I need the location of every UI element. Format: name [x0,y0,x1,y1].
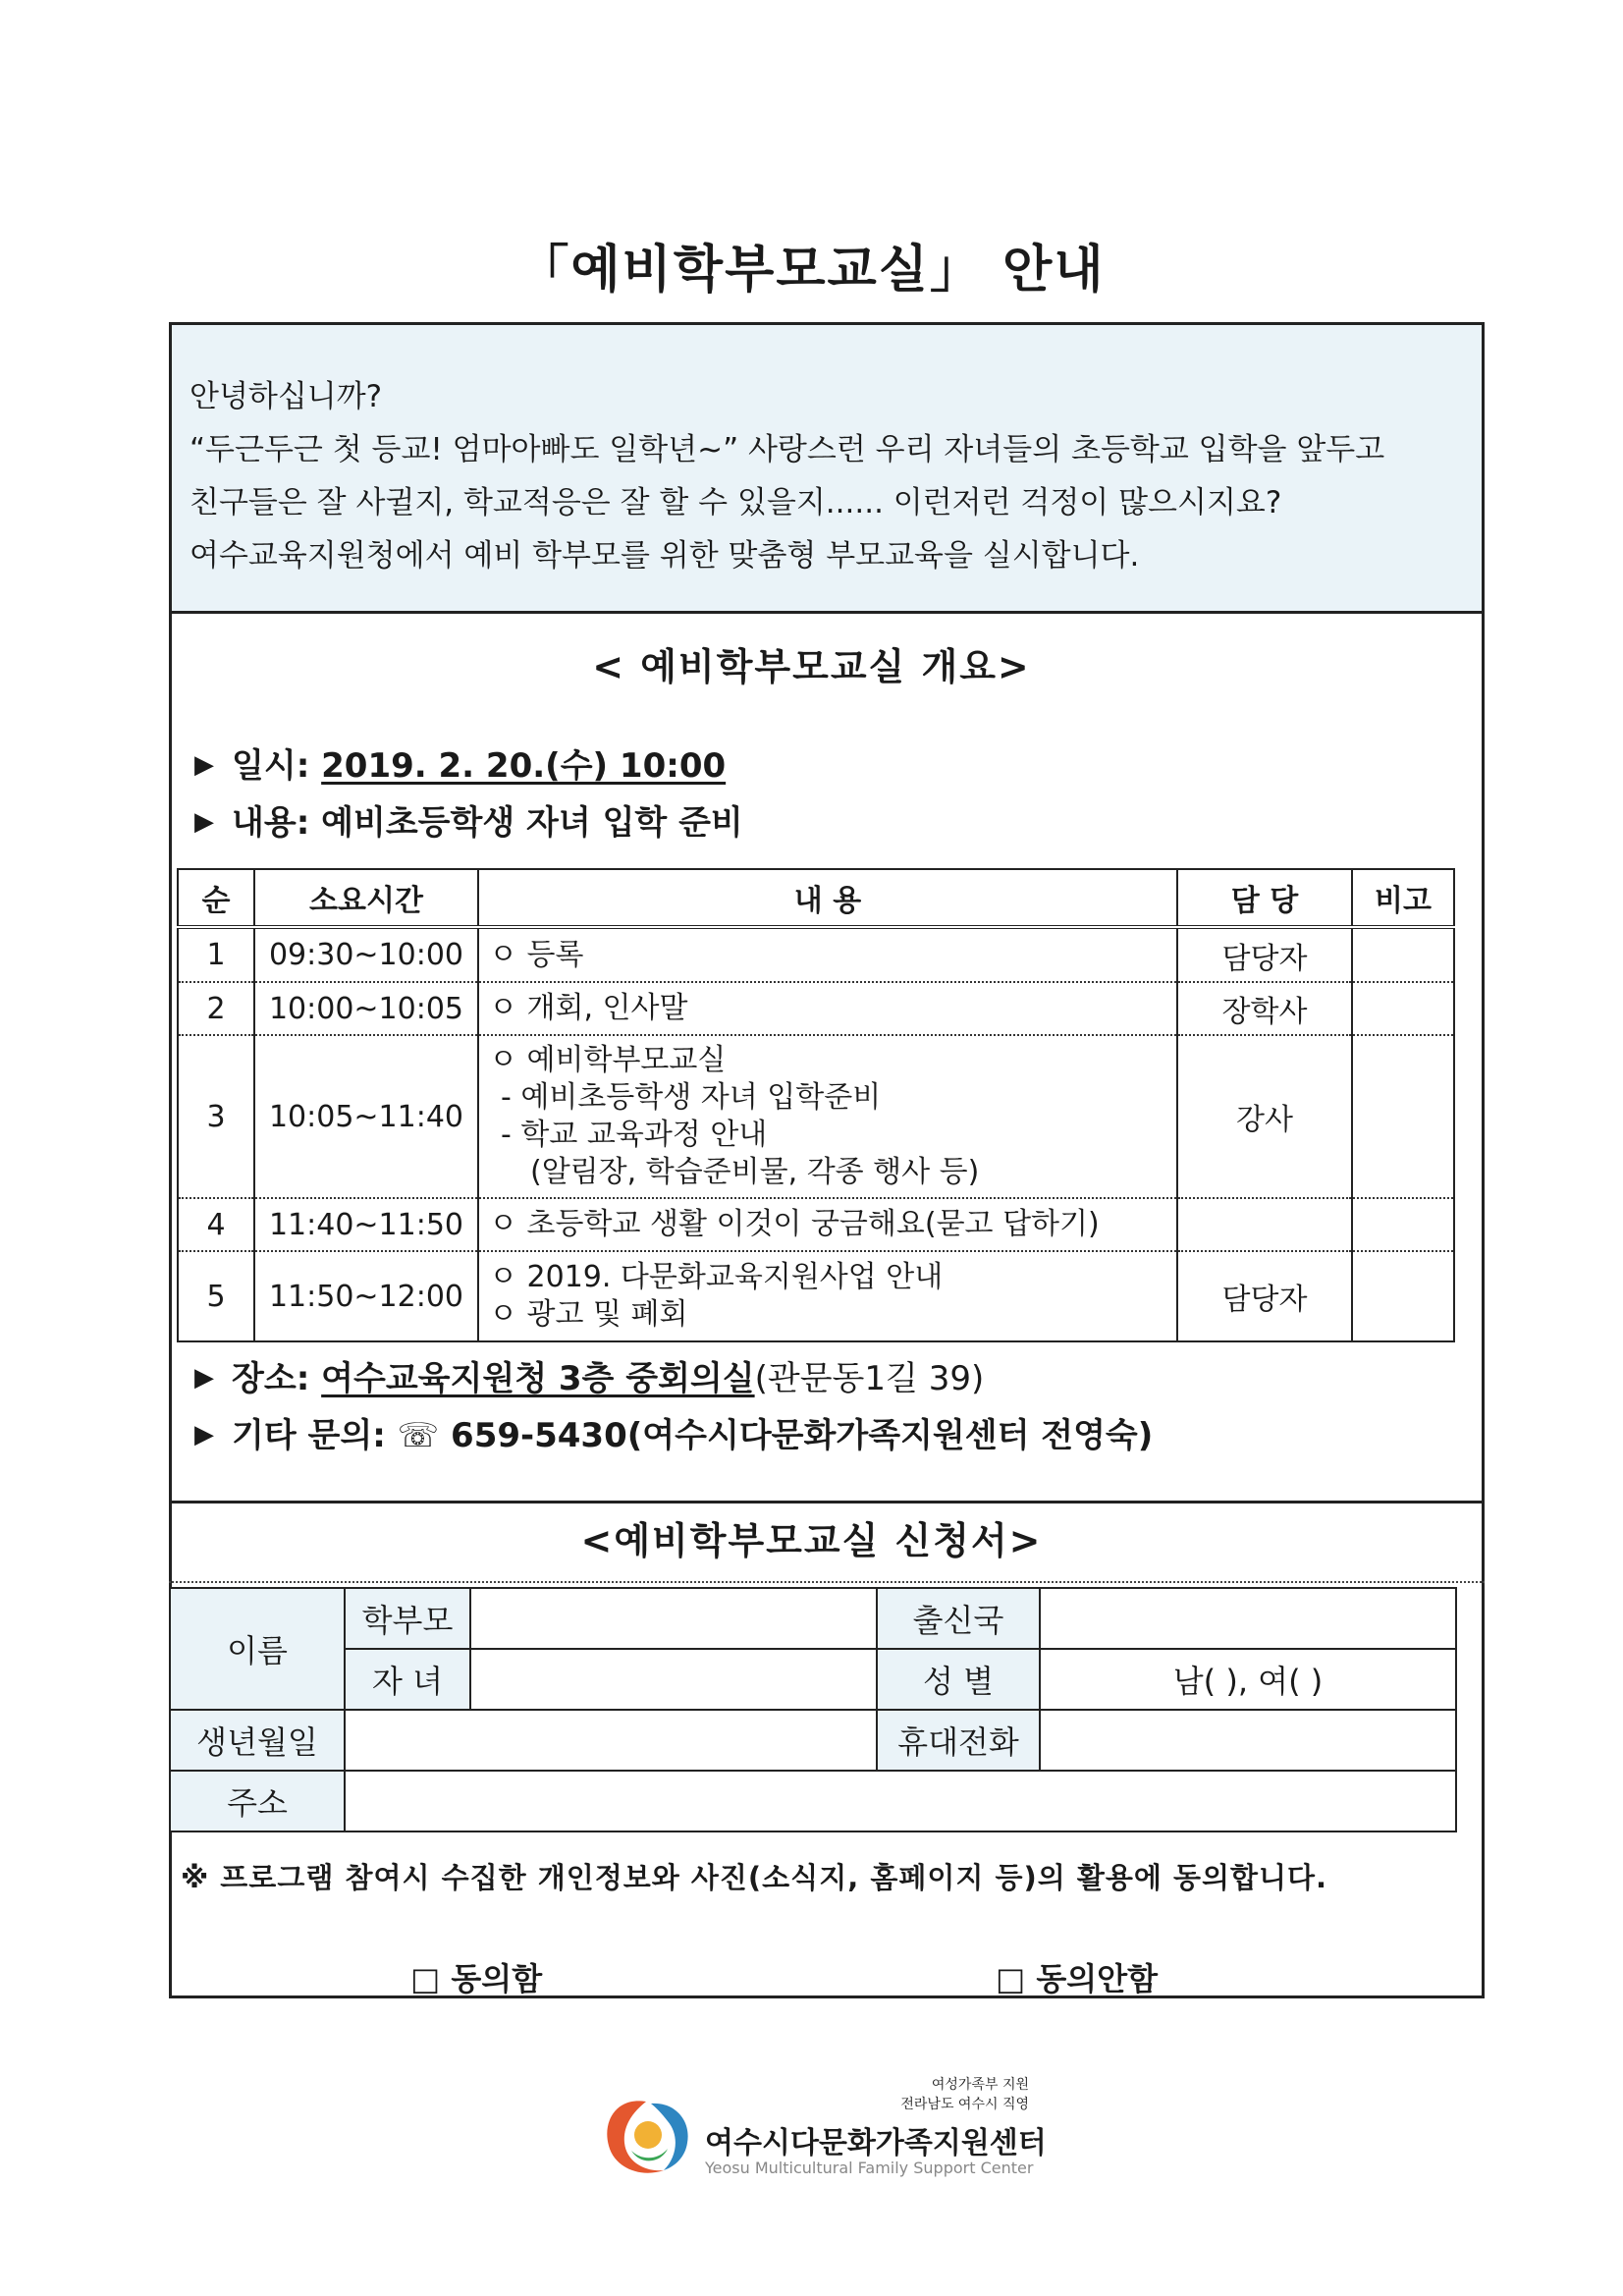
row-note [1352,1251,1454,1341]
row-note [1352,1198,1454,1251]
agree-option[interactable] [410,1954,542,1999]
intro-box [172,325,1482,614]
name-label: 이름 [170,1588,345,1710]
row-content [478,1251,1177,1341]
agree-label: 동의함 [451,1960,543,1997]
row-no: 5 [178,1251,254,1341]
intro-line: 여수교육지원청에서 예비 학부모를 위한 맞춤형 부모교육을 실시합니다. [189,538,1140,574]
table-row [178,982,1454,1035]
row-no: 3 [178,1035,254,1198]
application-heading: <예비학부모교실 신청서> [580,1519,1043,1562]
datetime-label: 일시: [232,746,310,786]
row-person: 담당자 [1177,927,1352,982]
row-note [1352,927,1454,982]
row-content [478,1035,1177,1198]
contact-value: 659-5430(여수시다문화가족지원센터 전영숙) [451,1416,1154,1455]
page-title: 「예비학부모교실」 안내 [517,241,1106,300]
address-label: 주소 [170,1771,345,1831]
row-person: 강사 [1177,1035,1352,1198]
logo-english-name: Yeosu Multicultural Family Support Center [705,2159,1034,2177]
logo-operation-line: 전라남도 여수시 직영 [900,2097,1029,2112]
consent-notice: ※ 프로그램 참여시 수집한 개인정보와 사진(소식지, 홈페이지 등)의 활용에 동의합니다. [181,1861,1328,1894]
content-line: (알림장, 학습준비물, 각종 행사 등) [530,1155,980,1189]
phone-field[interactable] [1040,1710,1456,1771]
contact-label: 기타 문의: [232,1416,386,1455]
row-content [478,1198,1177,1251]
place-label: 장소: [232,1359,310,1398]
disagree-label: 동의안함 [1036,1960,1159,1997]
place-value: 여수교육지원청 3층 중회의실 [321,1359,755,1398]
address-field[interactable] [345,1771,1456,1831]
parent-name-field[interactable] [470,1588,877,1649]
header-time: 소요시간 [254,869,478,927]
telephone-icon: ☏ [397,1416,440,1455]
content-line: ㅇ 개회, 인사말 [489,991,688,1025]
datetime-value: 2019. 2. 20.(수) 10:00 [321,746,727,786]
intro-line: “두근두근 첫 등교! 엄마아빠도 일학년~” 사랑스런 우리 자녀들의 초등학교 입학을 앞두고 [189,432,1385,467]
row-time: 10:00~10:05 [254,982,478,1035]
country-field[interactable] [1040,1588,1456,1649]
gender-field[interactable]: 남( ), 여( ) [1040,1649,1456,1710]
checkbox-icon[interactable]: □ [410,1960,441,1997]
content-value: 예비초등학생 자녀 입학 준비 [321,803,743,843]
row-note [1352,982,1454,1035]
content-line: - 학교 교육과정 안내 [501,1118,768,1152]
child-label: 자 녀 [345,1649,470,1710]
row-person [1177,1198,1352,1251]
header-no: 순 [178,869,254,927]
birth-label: 생년월일 [170,1710,345,1771]
center-logo-mark-icon [597,2092,695,2180]
triangle-right-icon: ▶ [194,807,214,837]
row-content [478,982,1177,1035]
content-line: ㅇ 초등학교 생활 이것이 궁금해요(묻고 답하기) [489,1207,1100,1241]
content-line [194,795,743,844]
content-label: 내용: [232,803,310,843]
country-label: 출신국 [877,1588,1040,1649]
header-note: 비고 [1352,869,1454,927]
row-note [1352,1035,1454,1198]
phone-label: 휴대전화 [877,1710,1040,1771]
gender-label: 성 별 [877,1649,1040,1710]
row-person: 장학사 [1177,982,1352,1035]
row-time: 09:30~10:00 [254,927,478,982]
logo-center-name: 여수시다문화가족지원센터 [705,2126,1047,2160]
content-line: - 예비초등학생 자녀 입학준비 [501,1080,882,1115]
disagree-option[interactable] [996,1954,1158,1999]
section-divider [169,1501,1485,1503]
row-person: 담당자 [1177,1251,1352,1341]
header-person: 담 당 [1177,869,1352,927]
table-row [178,1198,1454,1251]
overview-heading: < 예비학부모교실 개요> [592,645,1031,688]
row-no: 4 [178,1198,254,1251]
content-line: ㅇ 광고 및 폐회 [489,1297,688,1332]
row-content [478,927,1177,982]
row-no: 2 [178,982,254,1035]
dotted-divider [169,1581,1485,1583]
application-form [169,1587,1457,1832]
place-line [194,1351,984,1399]
schedule-header-row [178,869,1454,927]
datetime-line [194,738,726,787]
place-address: (관문동1길 39) [754,1359,985,1398]
row-no: 1 [178,927,254,982]
row-time: 10:05~11:40 [254,1035,478,1198]
intro-line: 친구들은 잘 사귈지, 학교적응은 잘 할 수 있을지...... 이런저런 걱정이 많으시지요? [189,485,1282,520]
content-line: ㅇ 예비학부모교실 [489,1043,727,1077]
header-content: 내 용 [478,869,1177,927]
triangle-right-icon: ▶ [194,1420,214,1449]
table-row [178,1035,1454,1198]
checkbox-icon[interactable]: □ [996,1960,1026,1997]
parent-label: 학부모 [345,1588,470,1649]
triangle-right-icon: ▶ [194,1363,214,1393]
center-logo [597,2074,1049,2182]
content-line: ㅇ 2019. 다문화교육지원사업 안내 [489,1260,944,1294]
row-time: 11:40~11:50 [254,1198,478,1251]
contact-line [194,1408,1153,1456]
content-line: ㅇ 등록 [489,937,584,972]
logo-support-line: 여성가족부 지원 [931,2077,1029,2093]
child-name-field[interactable] [470,1649,877,1710]
triangle-right-icon: ▶ [194,750,214,780]
table-row [178,927,1454,982]
birth-field[interactable] [345,1710,877,1771]
intro-line: 안녕하십니까? [189,379,383,414]
row-time: 11:50~12:00 [254,1251,478,1341]
schedule-table [177,868,1455,1342]
table-row [178,1251,1454,1341]
